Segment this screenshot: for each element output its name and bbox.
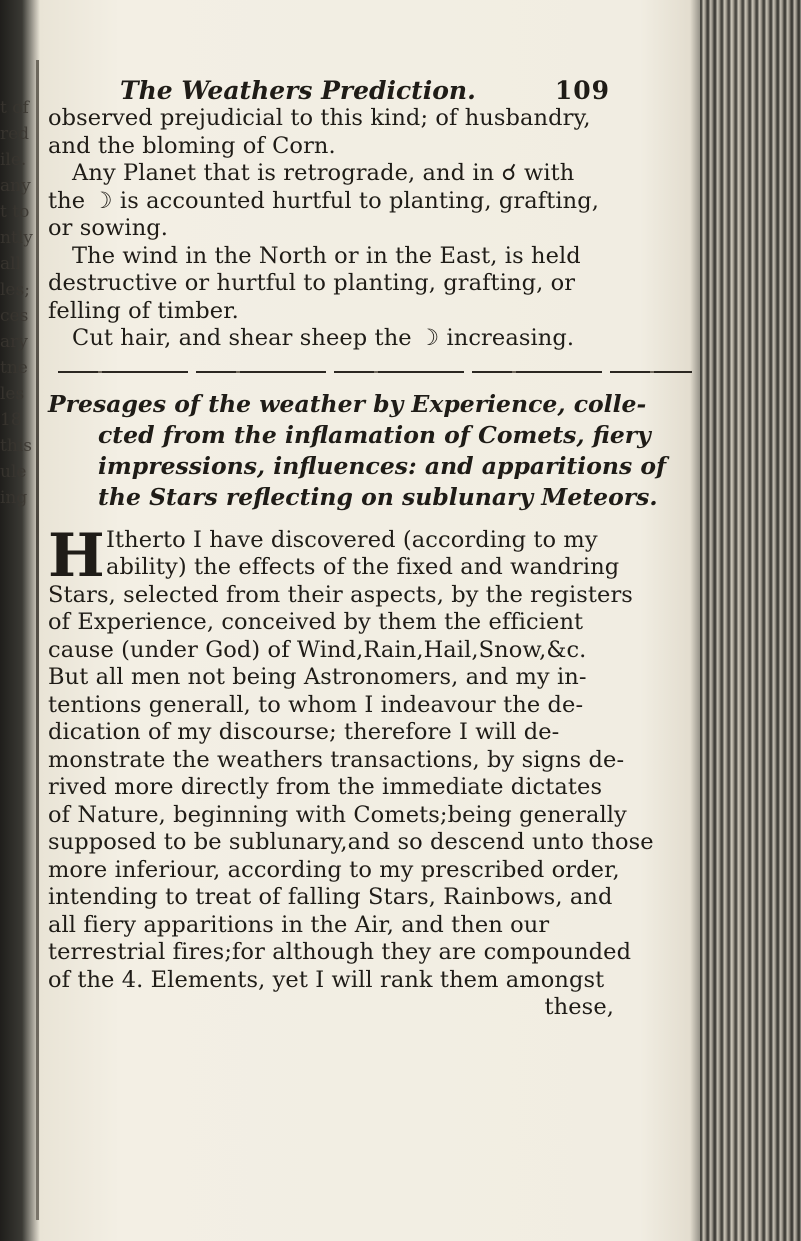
text-line: supposed to be sublunary,and so descend unto those bbox=[48, 829, 654, 855]
running-title: The Weathers Prediction. bbox=[120, 76, 476, 105]
bleed-line: this bbox=[0, 436, 32, 456]
bleed-line: ing bbox=[0, 488, 28, 508]
text-line: of Experience, conceived by them the efficient bbox=[48, 609, 584, 635]
text-line: of the 4. Elements, yet I will rank them amongst bbox=[48, 966, 605, 993]
page-edges bbox=[700, 0, 801, 1241]
text-line: But all men not being Astronomers, and my in- bbox=[48, 664, 587, 690]
gutter-shadow bbox=[36, 60, 39, 1220]
text-line: of Nature, beginning with Comets;being generally bbox=[48, 801, 627, 828]
bleed-line: les bbox=[0, 384, 25, 404]
heading-line: Presages of the weather by Experience, colle- bbox=[48, 389, 647, 418]
bleed-line: any bbox=[0, 176, 31, 196]
text-line: or sowing. bbox=[48, 215, 169, 241]
text-line: more inferiour, according to my prescribed order, bbox=[48, 856, 620, 883]
catchword: these, bbox=[544, 994, 614, 1020]
text-line: rived more directly from the immediate dictates bbox=[48, 774, 603, 800]
heading-line: cted from the inflamation of Comets, fiery bbox=[98, 420, 651, 449]
dropcap-block bbox=[48, 520, 698, 591]
drop-capital: H bbox=[48, 520, 105, 591]
text-line: monstrate the weathers transactions, by signs de- bbox=[48, 746, 625, 773]
section-heading bbox=[48, 389, 698, 513]
page-number: 109 bbox=[554, 76, 610, 105]
text-line: intending to treat of falling Stars, Rainbows, and bbox=[48, 884, 613, 910]
heading-line: the Stars reflecting on sublunary Meteors. bbox=[98, 482, 658, 511]
text-line: terrestrial fires;for although they are compounded bbox=[48, 939, 632, 965]
text-line: felling of timber. bbox=[48, 297, 239, 324]
text-line: Cut hair, and shear sheep the ☽ increasing. bbox=[72, 325, 575, 351]
text-line: cause (under God) of Wind,Rain,Hail,Snow,&c. bbox=[48, 636, 587, 663]
section-divider bbox=[58, 371, 692, 373]
bleed-line: tne bbox=[0, 358, 28, 378]
text-line: Stars, selected from their aspects, by the registers bbox=[48, 581, 633, 608]
body-paragraph bbox=[48, 520, 698, 1022]
bleed-line: red bbox=[0, 124, 30, 144]
running-header bbox=[48, 76, 698, 105]
bleed-line: les; bbox=[0, 280, 30, 300]
text-line: observed prejudicial to this kind; of husbandry, bbox=[48, 105, 591, 131]
bleed-line: all bbox=[0, 254, 22, 274]
text-line: dication of my discourse; therefore I will de- bbox=[48, 719, 560, 745]
book-page bbox=[48, 76, 698, 1022]
text-line: tentions generall, to whom I indeavour the de- bbox=[48, 691, 584, 718]
heading-line: impressions, influences: and apparitions of bbox=[98, 451, 667, 480]
text-line: ability) the effects of the fixed and wandring bbox=[106, 554, 620, 580]
text-line: Itherto I have discovered (according to my bbox=[106, 526, 598, 553]
section-husbandry bbox=[48, 105, 698, 353]
bleed-line: ile. bbox=[0, 150, 27, 170]
text-line: and the bloming of Corn. bbox=[48, 132, 336, 159]
bleed-line: ule bbox=[0, 462, 27, 482]
text-line: Any Planet that is retrograde, and in ☌ with bbox=[72, 160, 575, 186]
bleed-line: ntly bbox=[0, 228, 33, 248]
bleed-line: ces bbox=[0, 306, 29, 326]
text-line: all fiery apparitions in the Air, and then our bbox=[48, 911, 550, 938]
bleed-line: 18 bbox=[0, 410, 22, 430]
bleed-line: t of bbox=[0, 98, 29, 118]
text-line: the ☽ is accounted hurtful to planting, grafting, bbox=[48, 187, 599, 214]
text-line: destructive or hurtful to planting, grafting, or bbox=[48, 270, 576, 296]
bleed-line: ary bbox=[0, 332, 28, 352]
text-line: The wind in the North or in the East, is held bbox=[72, 242, 581, 269]
bleed-line: t to bbox=[0, 202, 30, 222]
facing-page-bleed bbox=[0, 95, 34, 511]
